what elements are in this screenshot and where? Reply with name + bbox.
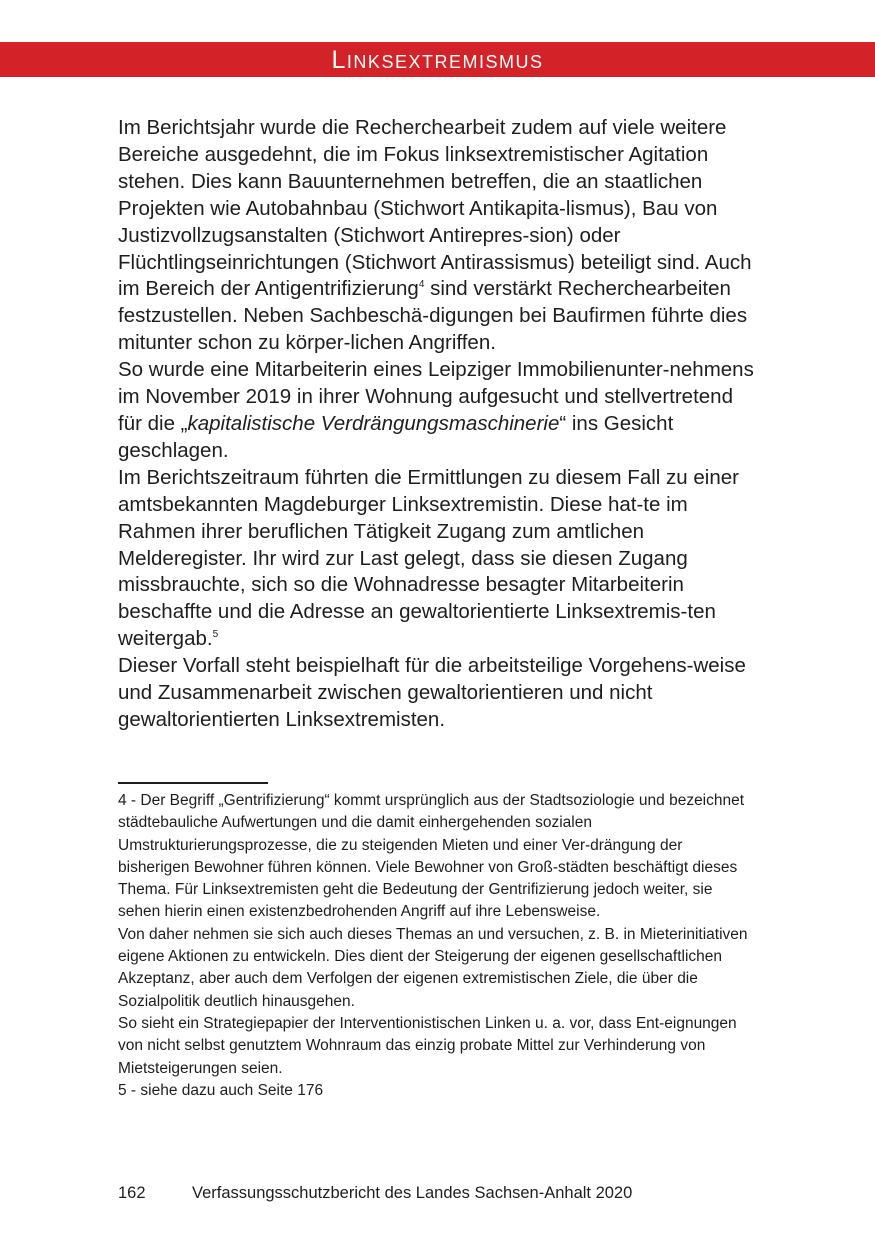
page-number: 162: [118, 1184, 146, 1202]
paragraph-3-text: Im Berichtszeitraum führten die Ermittlungen zu diesem Fall zu einer amtsbekannten Magdeburger Linksextremistin. Diese hat-te im Rahmen ihrer beruflichen Tätigkeit Zugang zum amtlichen Melderegister. Ihr wird zur Last gelegt, dass sie diesen Zugang missbrauchte, sich so die Wohnadresse besagter Mitarbeiterin beschaffte und die Adresse an gewaltorientierte Linksextremis-ten weitergab.: [118, 465, 739, 651]
paragraph-2-start: So wurde eine Mitarbeiterin eines Leipziger Immobilienunter-nehmens im November 2019 in ihrer Wohnung aufgesucht und stellvertretend für die „: [118, 358, 754, 435]
footnote-ref-4: 4: [418, 279, 425, 291]
footnote-4-part-3: So sieht ein Strategiepapier der Interventionistischen Linken u. a. vor, dass Ent-eignungen von nicht selbst genutztem Wohnraum das einzig probate Mittel zur Verhinderung von Mietsteigerungen seien.: [118, 1014, 737, 1077]
main-text: [118, 115, 758, 734]
footnote-5: 5 - siehe dazu auch Seite 176: [118, 1081, 324, 1099]
footnote-ref-5: 5: [212, 629, 219, 641]
footnote-divider: [118, 782, 268, 784]
paragraph-1: [118, 115, 758, 357]
section-title: Linksextremismus: [331, 46, 544, 74]
paragraph-2: [118, 357, 758, 465]
paragraph-1-rest: sind verstärkt Recherchearbeiten festzustellen. Neben Sachbeschä-digungen bei Baufirmen führte dies mitunter schon zu körper-lichen Angriffen.: [118, 277, 748, 355]
paragraph-3: [118, 465, 758, 653]
footnote-4-part-2: Von daher nehmen sie sich auch dieses Themas an und versuchen, z. B. in Mieterinitiativen eigene Aktionen zu entwickeln. Dies dient der Steigerung der eigenen gesellschaftlichen Akzeptanz, aber auch dem Verfolgen der eigenen extremistischen Ziele, die über die Sozialpolitik deutlich hinausgehen.: [118, 925, 748, 1010]
paragraph-2-quote: kapitalistische Verdrängungsmaschinerie: [187, 411, 560, 435]
paragraph-4: Dieser Vorfall steht beispielhaft für die arbeitsteilige Vorgehens-weise und Zusammenarbeit zwischen gewaltorientieren und nicht gewaltorientierten Linksextremisten.: [118, 654, 746, 731]
publication-title: Verfassungsschutzbericht des Landes Sachsen-Anhalt 2020: [192, 1184, 633, 1202]
paragraph-1-text: Im Berichtsjahr wurde die Recherchearbeit zudem auf viele weitere Bereiche ausgedehnt, die im Fokus linksextremistischer Agitation stehen. Dies kann Bauunternehmen betreffen, die an staatlichen Projekten wie Autobahnbau (Stichwort Antikapita-lismus), Bau von Justizvollzugsanstalten (Stichwort Antirepres-sion) oder Flüchtlingseinrichtungen (Stichwort Antirassismus) beteiligt sind. Auch im Bereich der Antigentrifizierung: [118, 116, 752, 301]
footnotes: [118, 790, 758, 1102]
page-footer: [118, 1182, 632, 1204]
paragraph-2-end: “ ins Gesicht geschlagen.: [118, 411, 674, 462]
footnote-4-part-1: 4 - Der Begriff „Gentrifizierung“ kommt ursprünglich aus der Stadtsoziologie und bezeichnet städtebauliche Aufwertungen und die damit einhergehenden sozialen Umstrukturierungsprozesse, die zu steigenden Mieten und einer Ver-drängung der bisherigen Bewohner führen können. Viele Bewohner von Groß-städten beschäftigt dieses Thema. Für Linksextremisten geht die Bedeutung der Gentrifizierung jedoch weiter, sie sehen hierin einen existenzbedrohenden Angriff auf ihre Lebensweise.: [118, 792, 745, 921]
